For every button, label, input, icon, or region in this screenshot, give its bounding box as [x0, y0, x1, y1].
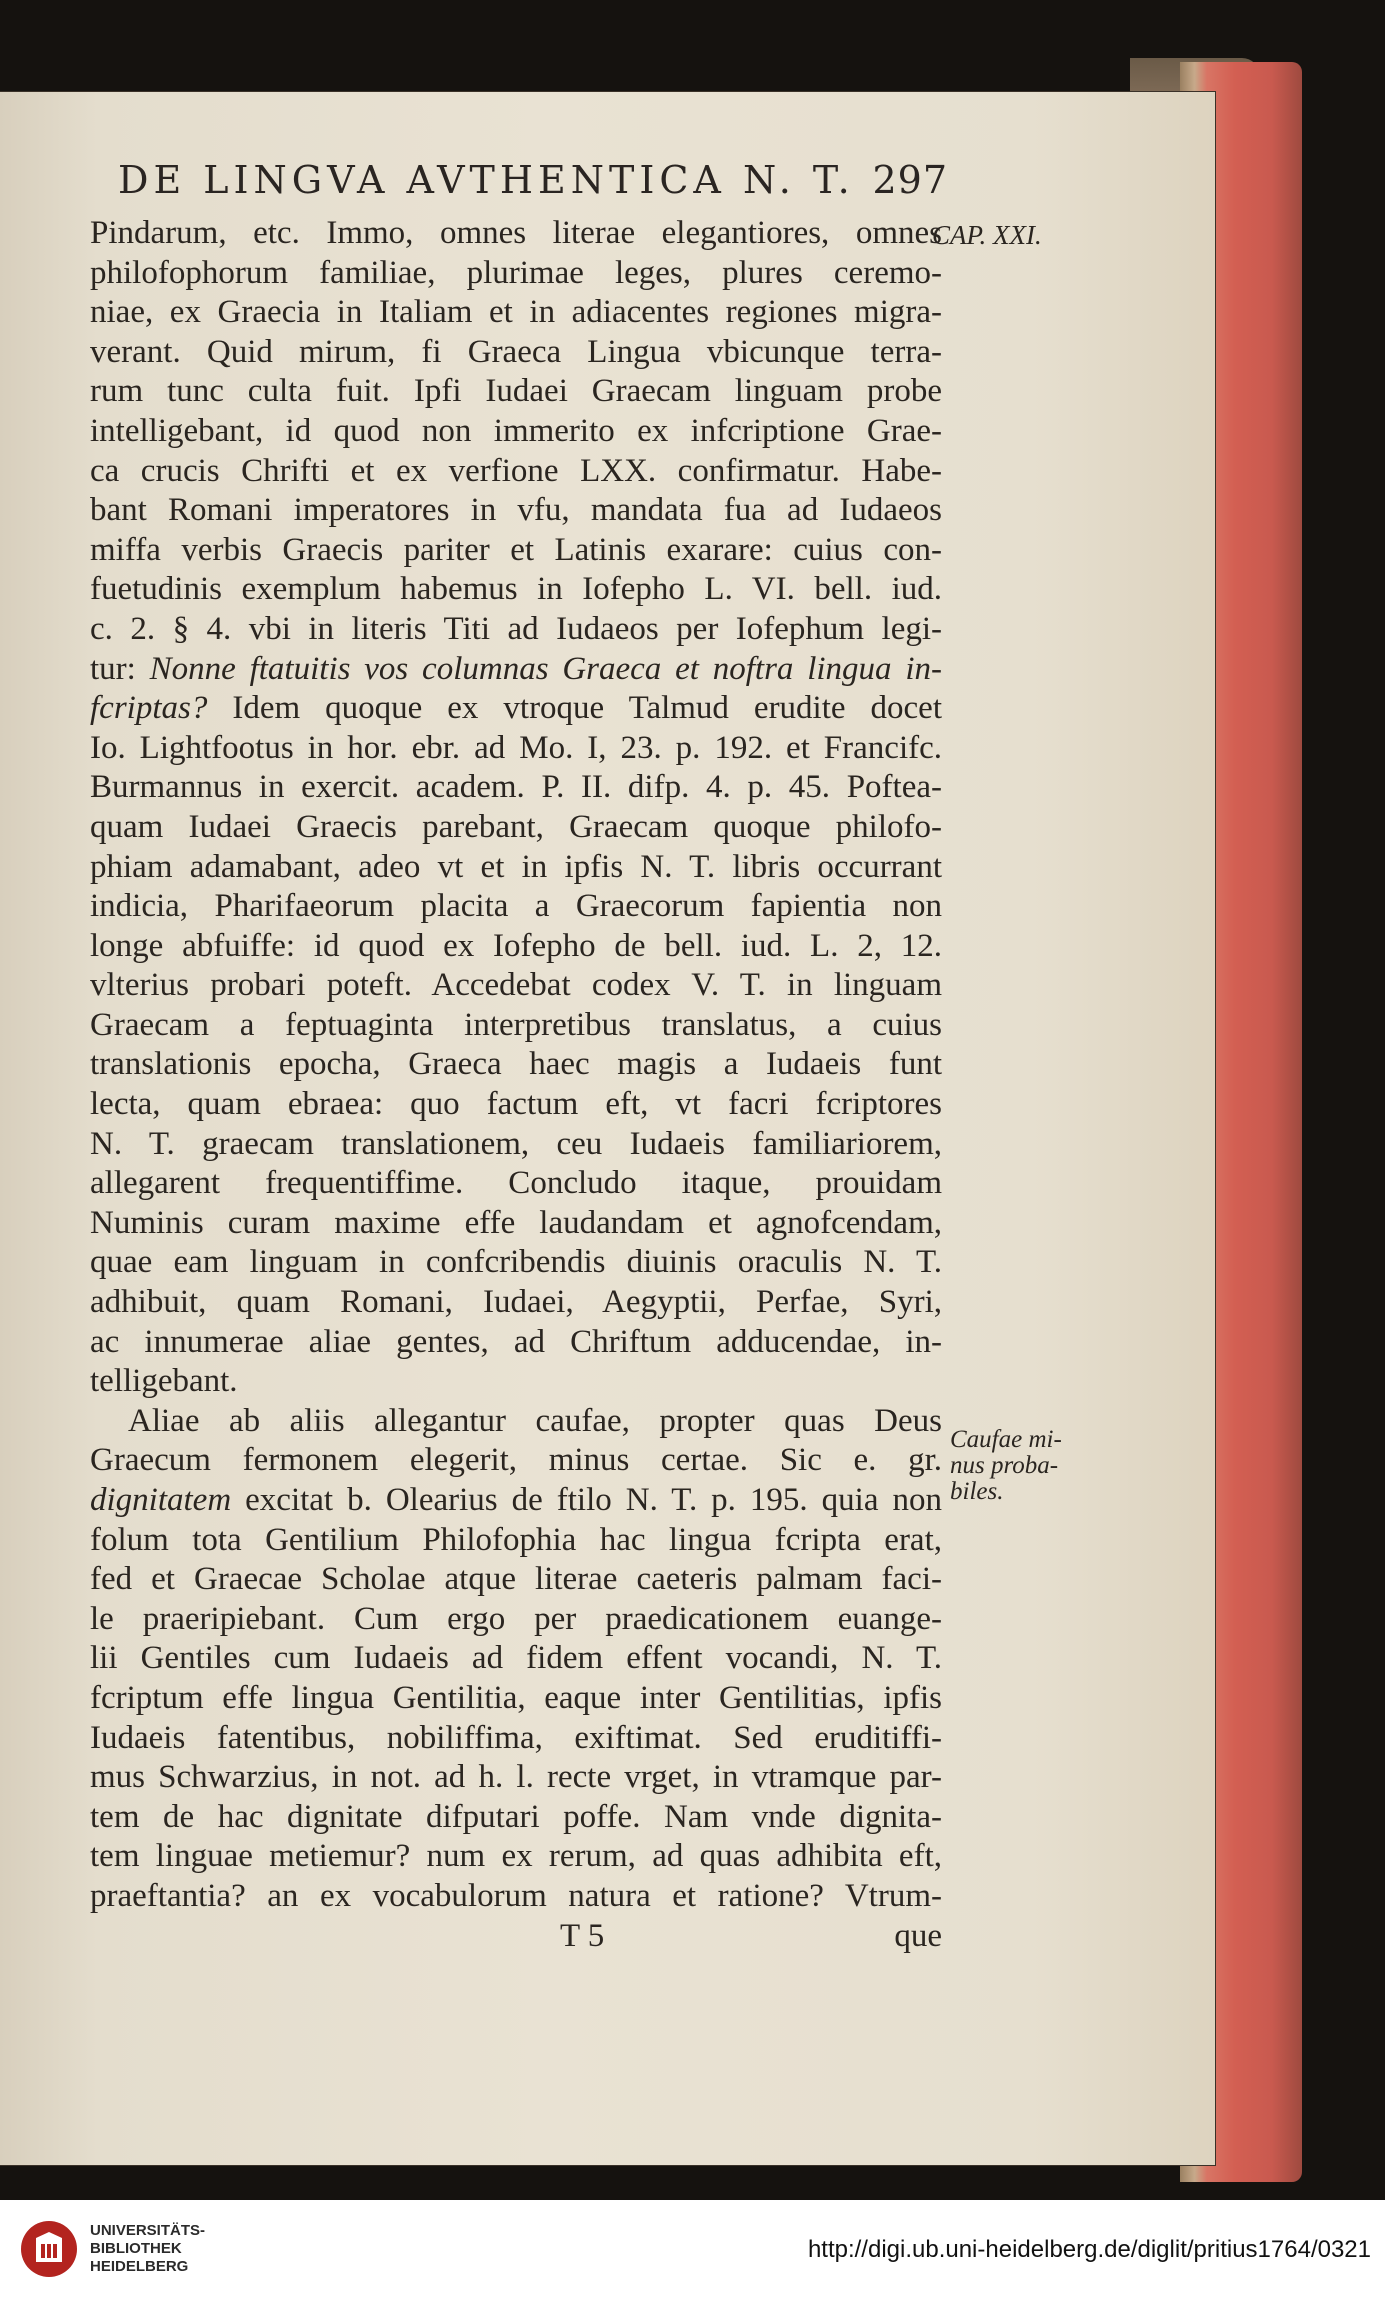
line-text: Numinis curam maxime effe laudandam et agnofcendam,: [90, 1204, 942, 1241]
line-text: translationis epocha, Graeca haec magis a Iudaeis funt: [90, 1046, 942, 1083]
line-text: fuetudinis exemplum habemus in Iofepho L. VI. bell. iud.: [90, 571, 942, 608]
line-text: N. T. graecam translationem, ceu Iudaeis familiariorem,: [90, 1125, 942, 1162]
signature-mark: T 5: [560, 1917, 605, 1954]
text-line: [90, 966, 942, 1006]
text-line: [90, 1243, 942, 1283]
text-line: [90, 1481, 942, 1521]
page-footer-line: [90, 1917, 942, 1957]
line-text: Iudaeis fatentibus, nobiliffima, exiftimat. Sed eruditiffi-: [90, 1719, 942, 1756]
text-line: [90, 1521, 942, 1561]
line-text: excitat b. Olearius de ftilo N. T. p. 195. quia non: [231, 1482, 942, 1518]
line-text: lii Gentiles cum Iudaeis ad fidem effent vocandi, N. T.: [90, 1640, 942, 1677]
italic-text: fcriptas?: [90, 690, 208, 727]
line-text: vlterius probari poteft. Accedebat codex V. T. in linguam: [90, 967, 942, 1004]
line-text: telligebant.: [90, 1363, 238, 1400]
line-text: allegarent frequentiffime. Concludo itaque, prouidam: [90, 1165, 942, 1202]
line-text: tur:: [90, 650, 150, 687]
text-line: [90, 768, 942, 808]
university-library-logo-icon: [18, 2218, 80, 2280]
line-text: folum tota Gentilium Philofophia hac lingua fcripta erat,: [90, 1521, 942, 1558]
line-text: quam Iudaei Graecis parebant, Graecam quoque philofo-: [90, 808, 942, 845]
line-text: Burmannus in exercit. academ. P. II. difp. 4. p. 45. Poftea-: [90, 769, 942, 806]
text-line: [90, 610, 942, 650]
line-text: Pindarum, etc. Immo, omnes literae elegantiores, omnes: [90, 215, 942, 251]
catchword: que: [894, 1917, 942, 1954]
line-text: niae, ex Graecia in Italiam et in adiacentes regiones migra-: [90, 294, 942, 331]
text-line: [90, 333, 942, 373]
line-text: verant. Quid mirum, fi Graeca Lingua vbicunque terra-: [90, 333, 942, 370]
text-line: [90, 1402, 942, 1442]
italic-text: dignitatem: [90, 1482, 232, 1518]
line-text: longe abfuiffe: id quod ex Iofepho de bell. iud. L. 2, 12.: [90, 927, 942, 964]
library-name: UNIVERSITÄTS- BIBLIOTHEK HEIDELBERG: [90, 2222, 206, 2275]
text-line: [90, 412, 942, 452]
line-text: ca crucis Chrifti et ex verfione LXX. confirmatur. Habe-: [90, 452, 942, 489]
text-line: [90, 1441, 942, 1481]
text-line: [90, 531, 942, 571]
page-number: 297: [872, 158, 948, 202]
line-text: Graecum fermonem elegerit, minus certae. Sic e. gr.: [90, 1442, 942, 1479]
line-text: Idem quoque ex vtroque Talmud erudite docet: [207, 690, 942, 727]
line-text: ac innumerae aliae gentes, ad Chriftum adducendae, in-: [90, 1323, 942, 1360]
running-header: [118, 158, 948, 208]
line-text: le praeripiebant. Cum ergo per praedicationem euange-: [90, 1600, 942, 1637]
text-line: [90, 1798, 942, 1838]
text-line: [90, 1877, 942, 1917]
text-line: [90, 887, 942, 927]
line-text: miffa verbis Graecis pariter et Latinis exarare: cuius con-: [90, 531, 942, 568]
line-text: philofophorum familiae, plurimae leges, plures ceremo-: [90, 254, 942, 291]
text-line: [90, 570, 942, 610]
line-text: tem de hac dignitate difputari poffe. Nam vnde dignita-: [90, 1798, 942, 1835]
line-text: Aliae ab aliis allegantur caufae, propter quas Deus: [128, 1402, 942, 1439]
text-line: [90, 1362, 942, 1402]
line-text: Graecam a feptuaginta interpretibus translatus, a cuius: [90, 1006, 942, 1043]
text-line: [90, 1125, 942, 1165]
line-text: lecta, quam ebraea: quo factum eft, vt facri fcriptores: [90, 1086, 942, 1123]
text-line: [90, 1006, 942, 1046]
marginal-note: Caufae mi- nus proba- biles.: [950, 1426, 1062, 1505]
source-url-link[interactable]: http://digi.ub.uni-heidelberg.de/diglit/pritius1764/0321: [807, 2236, 1371, 2263]
line-text: adhibuit, quam Romani, Iudaei, Aegyptii, Perfae, Syri,: [90, 1284, 942, 1321]
text-line: [90, 1323, 942, 1363]
line-text: tem linguae metiemur? num ex rerum, ad quas adhibita eft,: [90, 1838, 942, 1875]
text-line: [90, 848, 942, 888]
line-text: phiam adamabant, adeo vt et in ipfis N. T. libris occurrant: [90, 848, 942, 885]
text-line: [90, 1600, 942, 1640]
text-line: [90, 1719, 942, 1759]
text-line: [90, 927, 942, 967]
line-text: bant Romani imperatores in vfu, mandata fua ad Iudaeos: [90, 492, 942, 529]
text-line: [90, 491, 942, 531]
line-text: mus Schwarzius, in not. ad h. l. recte vrget, in vtramque par-: [90, 1759, 942, 1796]
text-line: [90, 254, 942, 294]
text-line: [90, 372, 942, 412]
body-text: [90, 214, 942, 1956]
text-line: [90, 1283, 942, 1323]
line-text: praeftantia? an ex vocabulorum natura et ratione? Vtrum-: [90, 1877, 942, 1914]
marginal-chapter-note: CAP. XXI.: [932, 220, 1042, 250]
text-line: [90, 1164, 942, 1204]
line-text: quae eam linguam in confcribendis diuinis oraculis N. T.: [90, 1244, 942, 1281]
text-line: [90, 293, 942, 333]
text-line: [90, 1679, 942, 1719]
text-line: [90, 214, 942, 254]
line-text: intelligebant, id quod non immerito ex infcriptione Grae-: [90, 412, 942, 449]
italic-text: Nonne ftatuitis vos columnas Graeca et noftra lingua in-: [149, 650, 943, 687]
text-line: [90, 1758, 942, 1798]
text-line: [90, 689, 942, 729]
running-title: DE LINGVA AVTHENTICA N. T.: [118, 158, 855, 202]
line-text: fed et Graecae Scholae atque literae caeteris palmam faci-: [90, 1561, 942, 1598]
text-line: [90, 729, 942, 769]
line-text: fcriptum effe lingua Gentilitia, eaque inter Gentilitias, ipfis: [90, 1679, 942, 1716]
text-line: [90, 1837, 942, 1877]
text-line: [90, 808, 942, 848]
line-text: c. 2. § 4. vbi in literis Titi ad Iudaeos per Iofephum legi-: [90, 610, 942, 647]
line-text: Io. Lightfootus in hor. ebr. ad Mo. I, 23. p. 192. et Francifc.: [90, 729, 942, 766]
text-line: [90, 1085, 942, 1125]
text-line: [90, 1639, 942, 1679]
text-line: [90, 1045, 942, 1085]
text-line: [90, 452, 942, 492]
text-line: [90, 650, 942, 690]
text-line: [90, 1204, 942, 1244]
text-line: [90, 1560, 942, 1600]
line-text: indicia, Pharifaeorum placita a Graecorum fapientia non: [90, 888, 942, 925]
line-text: rum tunc culta fuit. Ipfi Iudaei Graecam linguam probe: [90, 373, 942, 410]
